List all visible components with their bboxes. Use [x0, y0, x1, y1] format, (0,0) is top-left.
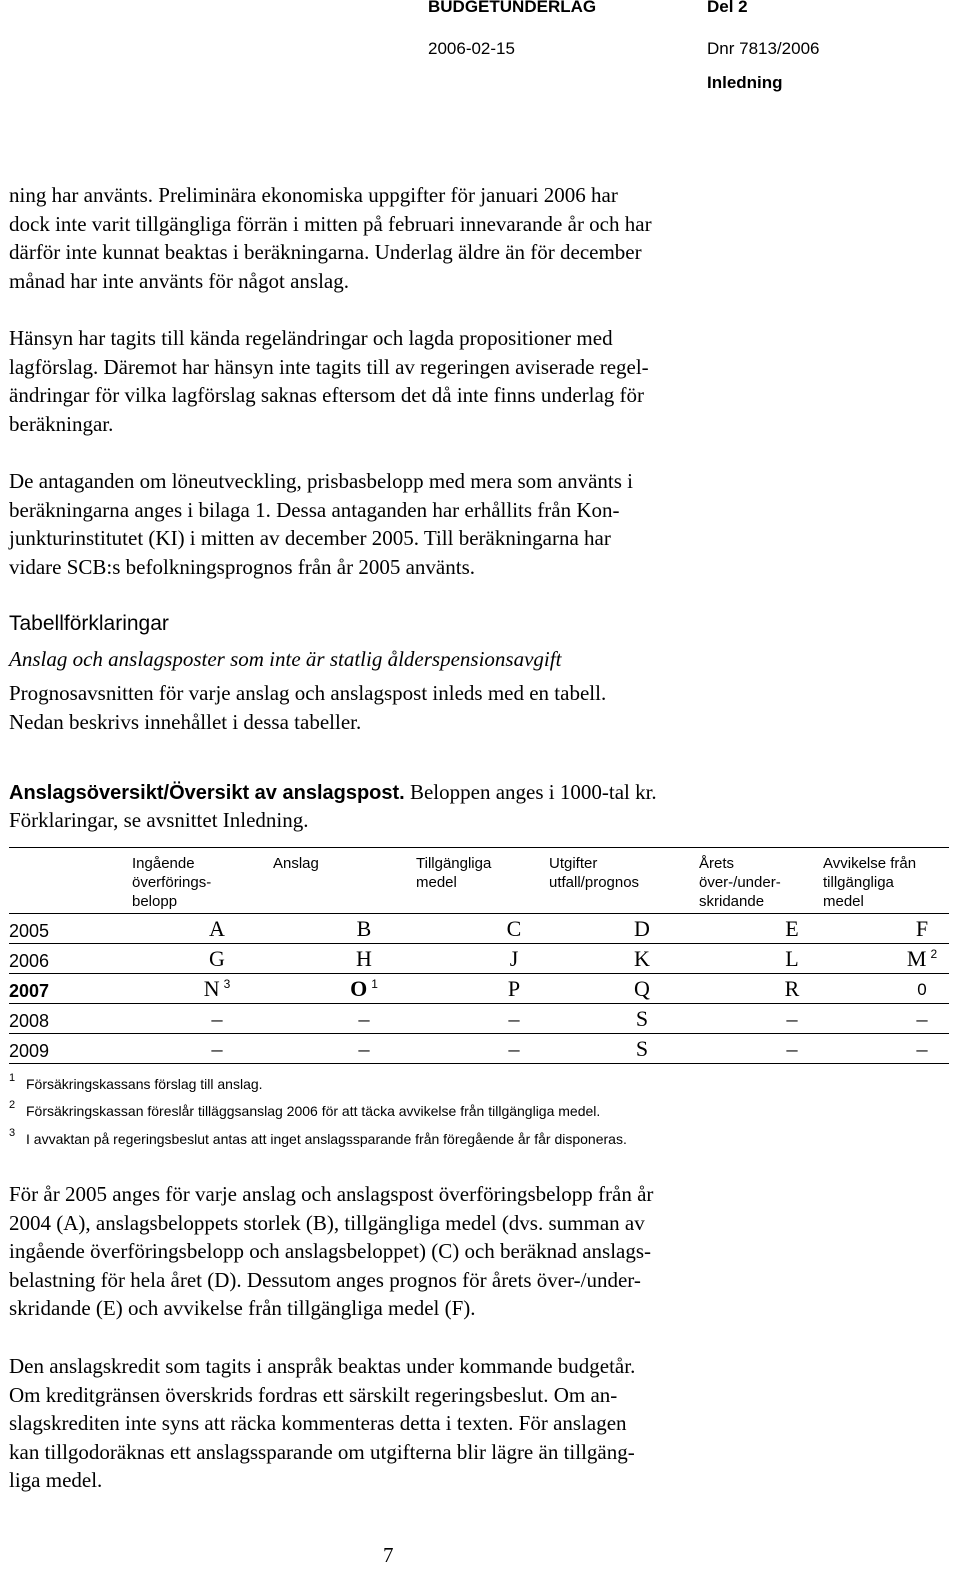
- table-cell: A: [209, 916, 225, 941]
- cell-value: M: [906, 946, 927, 971]
- table-cell: E: [785, 916, 799, 941]
- document-part: Del 2: [707, 0, 748, 16]
- table-cell: [187, 976, 247, 1002]
- page-number: 7: [383, 1543, 394, 1567]
- table-cell: [892, 946, 952, 972]
- header-line: Anslag: [273, 855, 319, 872]
- table-top-rule: [9, 847, 949, 848]
- table-cell: B: [356, 916, 372, 941]
- footnote-number: 2: [9, 1099, 16, 1111]
- document-date: 2006-02-15: [428, 39, 515, 58]
- column-header-available-funds: [416, 854, 491, 892]
- header-line: tillgängliga: [823, 874, 894, 891]
- header-line: Tillgängliga: [416, 855, 492, 872]
- text-line: De antaganden om löneutveckling, prisbasbelopp med mera som använts i: [9, 469, 634, 493]
- text-line: lagförslag. Däremot har hänsyn inte tagits till av regeringen aviserade regel-: [9, 354, 649, 379]
- text-line: ändringar för vilka lagförslag saknas eftersom det då inte finns underlag för: [9, 383, 645, 408]
- header-line: utfall/prognos: [549, 874, 640, 891]
- section-heading: Tabellförklaringar: [9, 612, 169, 635]
- row-label-2007: 2007: [9, 981, 50, 1001]
- text-line: Hänsyn har tagits till kända regeländringar och lagda propositioner med: [9, 326, 613, 350]
- column-header-over-under: [699, 854, 781, 911]
- subheading: Anslag och anslagsposter som inte är statlig ålderspensionsavgift: [9, 647, 562, 671]
- row-label-2005: 2005: [9, 921, 50, 941]
- table-cell: –: [211, 1036, 223, 1061]
- table-caption-unit: Beloppen anges i 1000-tal kr.: [404, 780, 657, 804]
- text-line: ingående överföringsbelopp och anslagsbeloppet) (C) och beräknad anslags-: [9, 1239, 652, 1264]
- table-cell: R: [784, 976, 800, 1001]
- table-caption-title: Anslagsöversikt/Översikt av anslagspost.: [9, 782, 405, 804]
- footnote-marker: 2: [930, 946, 938, 961]
- row-label-2008: 2008: [9, 1011, 50, 1031]
- header-line: Avvikelse från: [823, 855, 917, 872]
- footnote-text: Försäkringskassan föreslår tilläggsanslag 2006 för att täcka avvikelse från tillgängliga medel.: [26, 1103, 601, 1119]
- paragraph-table-intro: [9, 679, 909, 736]
- column-header-expenditure: [549, 854, 639, 892]
- header-line: Ingående: [132, 855, 195, 872]
- footnote-text: I avvaktan på regeringsbeslut antas att inget anslagssparande från föregående år får disponeras.: [26, 1131, 627, 1147]
- table-cell: –: [358, 1036, 370, 1061]
- text-line: därför inte kunnat beaktas i beräkningarna. Underlag äldre än för december: [9, 240, 642, 265]
- row-label-2006: 2006: [9, 951, 50, 971]
- text-line: månad har inte använts för något anslag.: [9, 268, 349, 293]
- table-cell: G: [209, 946, 225, 971]
- text-line: För år 2005 anges för varje anslag och anslagspost överföringsbelopp från år: [9, 1182, 654, 1206]
- header-line: medel: [416, 874, 457, 891]
- paragraph-appropriation-credit: [9, 1352, 909, 1495]
- text-line: 2004 (A), anslagsbeloppets storlek (B), tillgängliga medel (dvs. summan av: [9, 1210, 645, 1235]
- table-cell: –: [508, 1036, 520, 1061]
- table-cell: –: [916, 1006, 928, 1031]
- table-cell: –: [916, 1036, 928, 1061]
- cell-value: O: [350, 976, 368, 1001]
- text-line: kan tillgodoräknas ett anslagssparande om utgifterna blir lägre än tillgäng-: [9, 1439, 635, 1464]
- row-rule: [9, 1033, 949, 1034]
- table-cell: P: [507, 976, 521, 1001]
- table-cell: L: [785, 946, 799, 971]
- footnote-text: Försäkringskassans förslag till anslag.: [26, 1076, 263, 1092]
- header-line: över-/under-: [699, 874, 781, 891]
- table-caption: [9, 780, 657, 805]
- row-rule: [9, 973, 949, 974]
- text-line: Den anslagskredit som tagits i anspråk beaktas under kommande budgetår.: [9, 1354, 636, 1378]
- footnote-number: 3: [9, 1127, 16, 1139]
- table-cell: Q: [634, 976, 650, 1001]
- paragraph-rule-changes: [9, 324, 909, 438]
- table-cell: J: [509, 946, 519, 971]
- table-cell: –: [786, 1006, 798, 1031]
- table-cell: C: [506, 916, 522, 941]
- table-cell: F: [915, 916, 929, 941]
- header-line: överförings-: [132, 874, 212, 891]
- cell-value: N: [203, 976, 220, 1001]
- footnote-marker: 1: [371, 976, 378, 991]
- text-line: ning har använts. Preliminära ekonomiska uppgifter för januari 2006 har: [9, 183, 618, 207]
- text-line: Nedan beskrivs innehållet i dessa tabeller.: [9, 709, 362, 734]
- document-reference: Dnr 7813/2006: [707, 39, 820, 58]
- row-rule: [9, 943, 949, 944]
- text-line: dock inte varit tillgängliga förrän i mitten på februari innevarande år och har: [9, 211, 652, 236]
- table-caption-note: Förklaringar, se avsnittet Inledning.: [9, 808, 309, 832]
- footnote-number: 1: [9, 1072, 16, 1084]
- column-header-opening-transfer: [132, 854, 211, 911]
- text-line: junkturinstitutet (KI) i mitten av december 2005. Till beräkningarna har: [9, 526, 611, 551]
- table-cell: H: [356, 946, 372, 971]
- table-cell: K: [634, 946, 650, 971]
- text-line: Prognosavsnitten för varje anslag och anslagspost inleds med en tabell.: [9, 681, 607, 705]
- text-line: beräkningar.: [9, 411, 114, 436]
- table-cell: –: [358, 1006, 370, 1031]
- column-header-appropriation: [273, 854, 319, 873]
- table-bottom-rule: [9, 1063, 949, 1064]
- text-line: slagskrediten inte syns att räcka kommenteras detta i texten. För anslagen: [9, 1411, 627, 1436]
- header-line: skridande: [699, 893, 765, 910]
- table-cell: S: [635, 1006, 649, 1031]
- table-header-rule: [9, 913, 949, 914]
- paragraph-table-explanation: [9, 1180, 909, 1323]
- header-line: Utgifter: [549, 855, 598, 872]
- table-cell: D: [634, 916, 650, 941]
- table-cell: S: [635, 1036, 649, 1061]
- footnote-marker: 3: [223, 976, 231, 991]
- row-label-2009: 2009: [9, 1041, 50, 1061]
- table-cell: 0: [917, 980, 927, 999]
- text-line: vidare SCB:s befolkningsprognos från år 2005 använts.: [9, 554, 476, 579]
- text-line: belastning för hela året (D). Dessutom anges prognos för årets över-/under-: [9, 1267, 641, 1292]
- row-rule: [9, 1003, 949, 1004]
- text-line: skridande (E) och avvikelse från tillgängliga medel (F).: [9, 1296, 476, 1321]
- table-cell: –: [508, 1006, 520, 1031]
- section-name: Inledning: [707, 73, 783, 92]
- text-line: beräkningarna anges i bilaga 1. Dessa antaganden har erhållits från Kon-: [9, 497, 620, 522]
- header-line: medel: [823, 893, 864, 910]
- header-line: belopp: [132, 893, 178, 910]
- paragraph-data-sources: [9, 181, 909, 295]
- paragraph-assumptions: [9, 467, 909, 581]
- table-cell: –: [211, 1006, 223, 1031]
- column-header-deviation: [823, 854, 916, 911]
- document-title: BUDGETUNDERLAG: [428, 0, 597, 16]
- text-line: liga medel.: [9, 1468, 103, 1493]
- table-cell: –: [786, 1036, 798, 1061]
- header-line: Årets: [699, 855, 735, 872]
- table-cell: [334, 976, 394, 1002]
- text-line: Om kreditgränsen överskrids fordras ett särskilt regeringsbeslut. Om an-: [9, 1382, 618, 1407]
